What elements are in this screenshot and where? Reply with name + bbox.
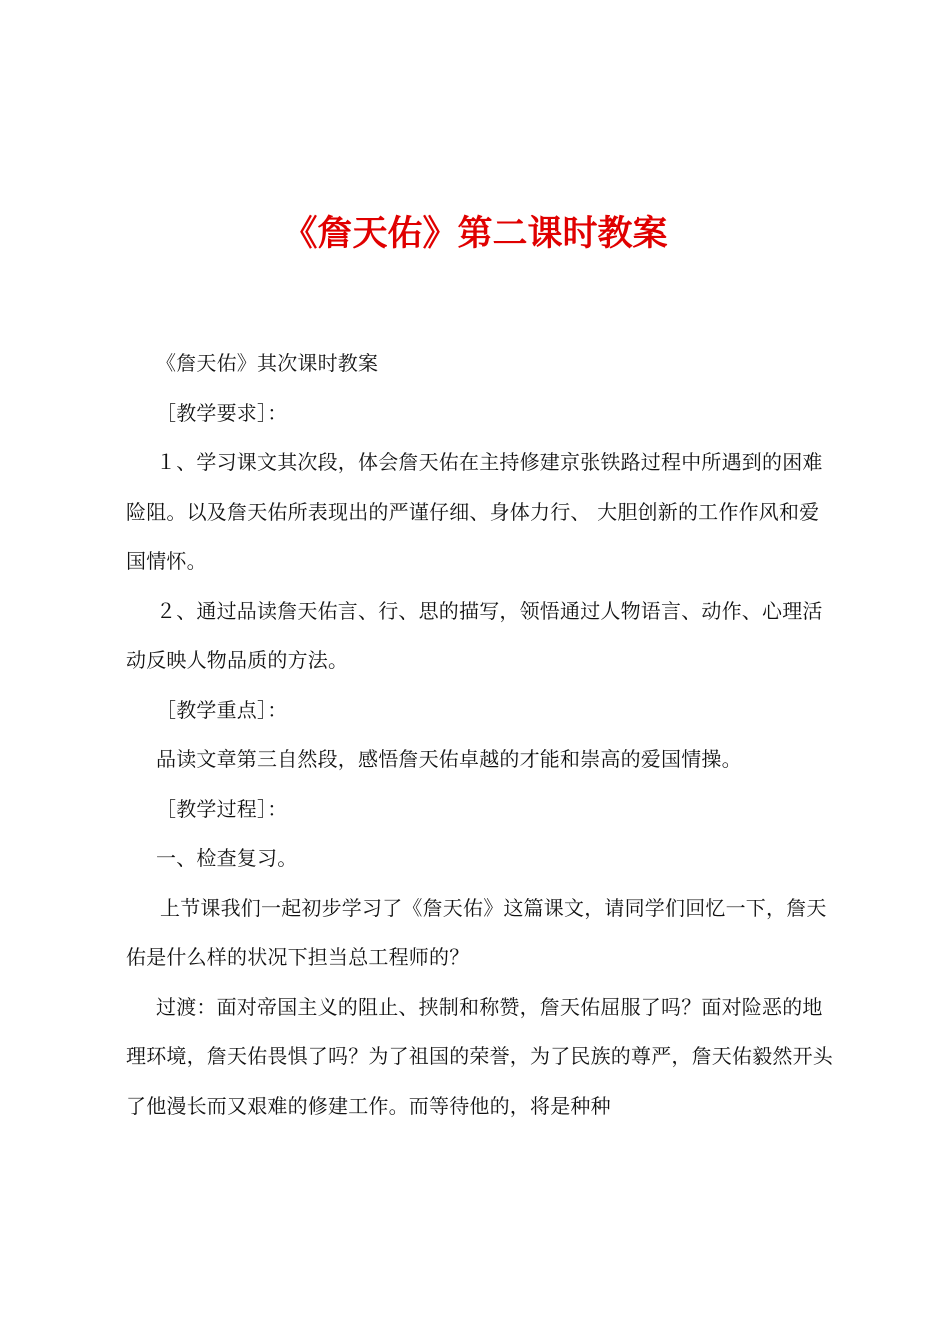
review-paragraph: 上节课我们一起初步学习了《詹天佑》这篇课文，请同学们回忆一下，詹天佑是什么样的状况下担当总工程师的？: [126, 895, 827, 969]
requirement-item-2: ２、通过品读詹天佑言、行、思的描写，领悟通过人物语言、动作、心理活动反映人物品质的方法。: [126, 598, 823, 672]
document-body: [126, 339, 834, 1131]
process-step-1-heading: 一、检查复习。: [156, 846, 298, 870]
key-point-paragraph: 品读文章第三自然段，感悟詹天佑卓越的才能和崇高的爱国情操。: [156, 747, 742, 771]
subtitle-paragraph: 《詹天佑》其次课时教案: [156, 351, 379, 375]
section-heading-process: ［教学过程］：: [156, 796, 288, 821]
requirement-item-1: １、学习课文其次段，体会詹天佑在主持修建京张铁路过程中所遇到的困难险阻。以及詹天佑所表现出的严谨仔细、身体力行、 大胆创新的工作作风和爱国情怀。: [126, 450, 823, 573]
document-title: 《詹天佑》第二课时教案: [282, 213, 668, 254]
section-heading-requirements: ［教学要求］：: [156, 400, 288, 425]
transition-paragraph: 过渡：面对帝国主义的阻止、挟制和称赞，詹天佑屈服了吗？面对险恶的地理环境，詹天佑畏惧了吗？为了祖国的荣誉，为了民族的尊严，詹天佑毅然开头了他漫长而又艰难的修建工作。而等待他的，将是种种: [126, 994, 833, 1118]
section-heading-key-points: ［教学重点］：: [156, 697, 288, 722]
